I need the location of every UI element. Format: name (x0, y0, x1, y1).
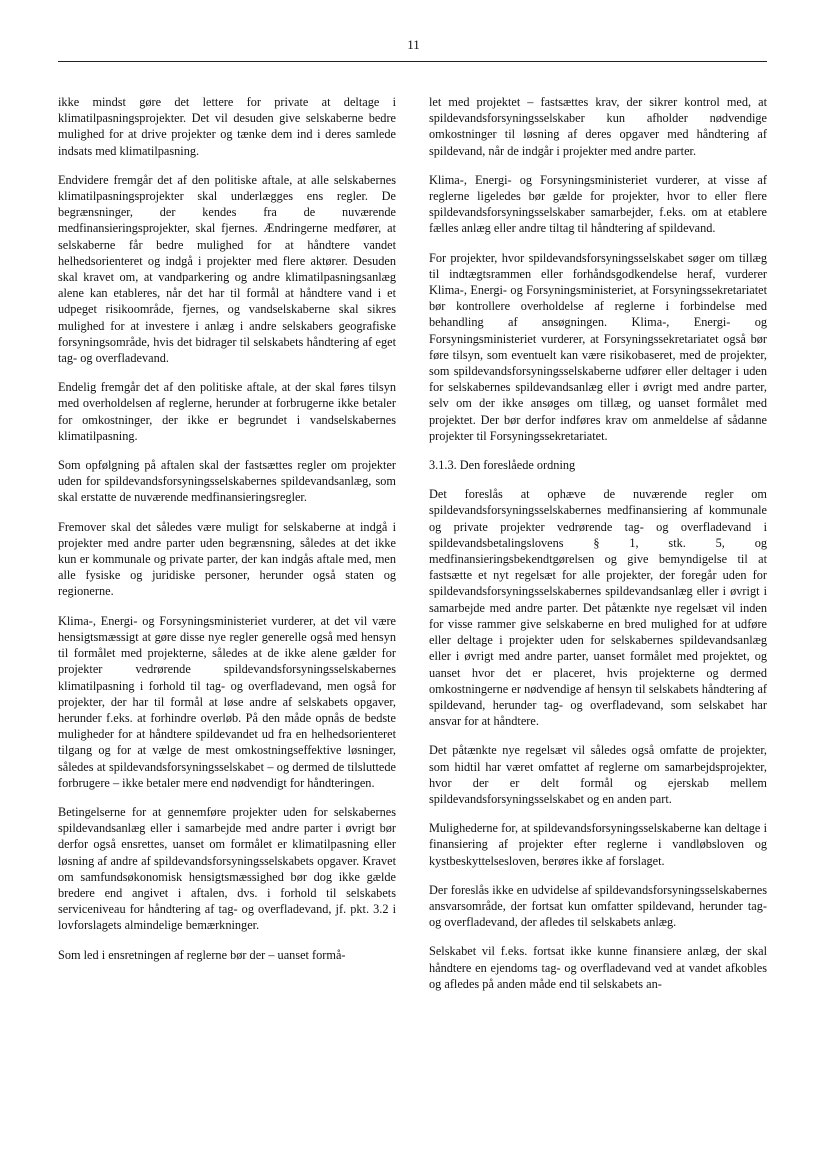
paragraph: Som led i ensretningen af reglerne bør der – uanset formå- (58, 947, 346, 962)
paragraph: Fremover skal det således være muligt for selskaberne at indgå i projekter med andre parter uden begrænsning, således at det ikke kun er kommunale og private parter, der kan indgås aftale med, men alle fysiske og juridiske personer, herunder også staten og regionerne. (58, 519, 396, 599)
paragraph: ikke mindst gøre det lettere for private at deltage i klimatilpasningsprojekter. Det vil desuden give selskaberne bedre mulighed for at drive projekter og tænke dem ind i deres samlede indsats med klimatilpasning. (58, 95, 396, 158)
paragraph: Som opfølgning på aftalen skal der fastsættes regler om projekter uden for spildevandsforsyningsselskabernes spildevandsanlæg, som skal erstatte de nuværende medfinansieringsregler. (58, 458, 396, 505)
paragraph: Endelig fremgår det af den politiske aftale, at der skal føres tilsyn med overholdelsen af reglerne, herunder at forbrugerne ikke betaler for omkostninger, der ikke er begrundet i vandselskabernes klimatilpasning. (58, 380, 396, 443)
paragraph: Klima-, Energi- og Forsyningsministeriet vurderer, at det vil være hensigtsmæssigt at gøre disse nye regler generelle også med hensyn til formålet med projekterne, således at de ikke alene gælder for projekter vedrørende spildevandsforsyningsselskabernes klimatilpasning i forhold til tag- og overfladevand, men også for projekter, der har til formål at løse andre af selskabets opgaver, herunder f.eks. at forhindre overløb. På den måde opnås de bedste muligheder for at håndtere spildevandet ud fra en helhedsorienteret tilgang og for at vælge de mest omkostningseffektive løsninger, således at spildevandsforsyningsselskabet – og dermed de tilsluttede forbrugere – ikke betaler mere end nødvendigt for håndteringen. (58, 613, 396, 790)
paragraph: Endvidere fremgår det af den politiske aftale, at alle selskabernes klimatilpasningsprojekter skal underlægges ens regler. De begrænsninger, der kendes fra de nuværende medfinansieringsprojekter, skal fjernes. Ændringerne medfører, at selskaberne får bedre mulighed for at håndtere vandet helhedsorienteret og indgå i projekter med flere aktører. Desuden skal kravet om, at vandparkering og andre klimatilpasningsanlæg alene kan etableres, når det har til formål at håndtere vand i et udpeget risikoområde, fjernes, og vandselskaberne skal sikres mulighed for at investere i anlæg i andre selskabers geografiske forsyningsområde, hvis det bidrager til selskabets håndtering af eget tag- og overfladevand. (58, 172, 396, 366)
paragraph: Der foreslås ikke en udvidelse af spildevandsforsyningsselskabernes ansvarsområde, der fortsat kun omfatter spildevand, herunder tag- og overfladevand, der afledes til selskabets anlæg. (429, 882, 767, 930)
section-heading: 3.1.3. Den foreslåede ordning (429, 458, 576, 473)
paragraph: Selskabet vil f.eks. fortsat ikke kunne finansiere anlæg, der skal håndtere en ejendoms tag- og overfladevand ved at vandet afkobles og afledes på anden måde end til selskabets an- (429, 944, 767, 991)
paragraph: let med projektet – fastsættes krav, der sikrer kontrol med, at spildevandsforsyningsselskaber kun afholder nødvendige omkostninger til løsning af deres opgaver med håndtering af spildevand, når de indgår i projekter med andre parter. (429, 95, 767, 158)
paragraph: Det påtænkte nye regelsæt vil således også omfatte de projekter, som hidtil har været omfattet af reglerne om samarbejdsprojekter, hvor der er delt formål og ejerskab mellem spildevandsforsyningsselskabet og en anden part. (429, 743, 767, 806)
paragraph: Betingelserne for at gennemføre projekter uden for selskabernes spildevandsanlæg eller i samarbejde med andre parter i øvrigt bør derfor også ensrettes, uanset om formålet er klimatilpasning eller løsning af andre af spildevandsforsyningsselskabets opgaver. Kravet om samfundsøkonomisk hensigtsmæssighed bør dog ikke gælde bredere end angivet i aftalen, dvs. i forhold til selskabets serviceniveau for håndtering af tag- og overfladevand, jf. pkt. 3.2 i lovforslagets almindelige bemærkninger. (58, 804, 396, 933)
left-column (58, 94, 396, 976)
paragraph: Det foreslås at ophæve de nuværende regler om spildevandsforsyningsselskabernes medfinansiering af kommunale og private projekter vedrørende tag- og overfladevand i spildevandsbetalingslovens § 1, stk. 5, og medfinansieringsbekendtgørelsen og give bemyndigelse til at fastsætte et nyt regelsæt for alle projekter, der foregår uden for spildevandsforsyningsselskabernes spildevandsanlæg eller i øvrigt i samarbejde med andre parter. Det påtænkte nye regelsæt vil inden for visse rammer give selskaberne en bred mulighed for at udføre eller deltage i projekter uden for selskabernes spildevandsanlæg eller i øvrigt med andre parter, uanset formålet med projektet, og uanset hvor det er placeret, hvis projekterne og dermed omkostningerne er nødvendige af hensyn til selskabets håndtering af spildevand, herunder tag- og overfladevand, som selskabet har ansvar for at håndtere. (429, 487, 767, 729)
paragraph: For projekter, hvor spildevandsforsyningsselskabet søger om tillæg til indtægtsrammen eller forhåndsgodkendelse heraf, vurderer Klima-, Energi- og Forsyningsministeriet, at Forsyningssekretariatet bør kontrollere overholdelse af reglerne i forbindelse med behandling af ansøgningen. Klima-, Energi- og Forsyningsministeriet vurderer, at Forsyningssekretariatet også bør føre tilsyn, som eventuelt kan være risikobaseret, med de projekter, som spildevandsforsyningsselskaberne udfører eller deltager i uden for selskabernes spildevandsanlæg eller i øvrigt med andre parter, selv om der ikke ansøges om tillæg, og uanset formålet med projektet. Der bør derfor indføres krav om anmeldelse af sådanne projekter til Forsyningssekretariatet. (429, 250, 767, 443)
page-number: 11 (407, 37, 420, 52)
paragraph: Klima-, Energi- og Forsyningsministeriet vurderer, at visse af reglerne ligeledes bør gælde for projekter, hvor to eller flere spildevandsforsyningsselskaber samarbejder, f.eks. om at etablere fælles anlæg eller andre tiltag til håndtering af spildevand. (429, 172, 767, 236)
paragraph: Mulighederne for, at spildevandsforsyningsselskaberne kan deltage i finansiering af projekter efter reglerne i vandløbsloven og kystbeskyttelsesloven, berøres ikke af forslaget. (429, 821, 767, 868)
right-column (429, 94, 767, 1005)
header-rule (58, 61, 767, 62)
